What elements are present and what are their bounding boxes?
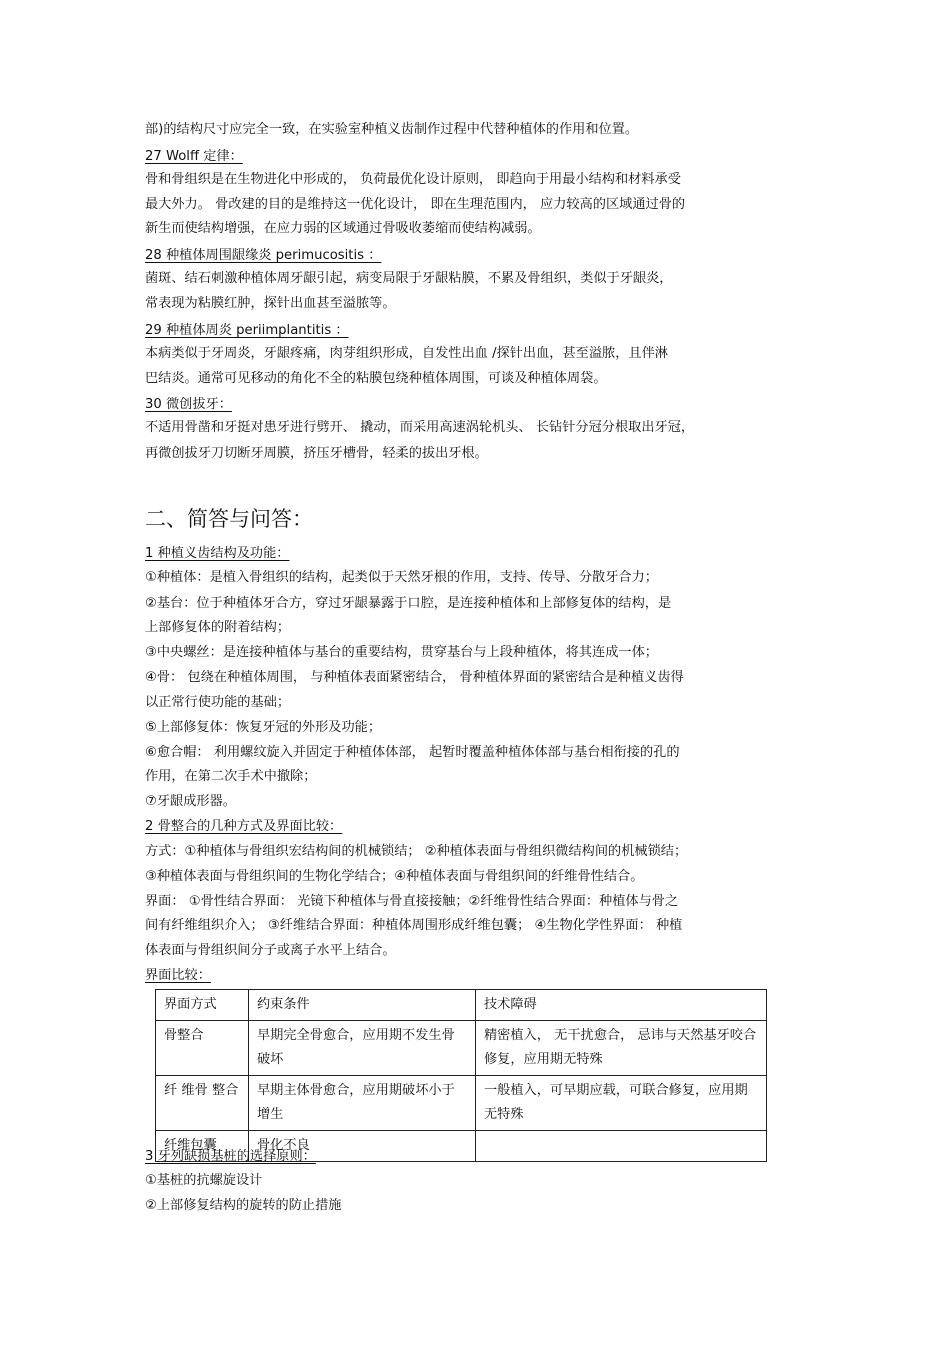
text-line: 以正常行使功能的基础； — [145, 695, 291, 710]
text-line: 巴结炎。通常可见移动的角化不全的粘膜包绕种植体周围，可谈及种植体周袋。 — [145, 371, 607, 386]
table-row — [156, 1076, 767, 1131]
text-line: 作用，在第二次手术中撤除； — [145, 769, 317, 784]
table-cell — [476, 1131, 767, 1162]
text-line: 不适用骨凿和牙挺对患牙进行劈开、 撬动，而采用高速涡轮机头、 长钻针分冠分根取出牙冠， — [145, 420, 695, 435]
table-header-cell: 技术障碍 — [476, 990, 767, 1021]
question-heading: 1 种植义齿结构及功能： — [145, 546, 290, 561]
section-heading: 二、简答与问答： — [145, 507, 313, 531]
text-line: ⑥愈合帽： 利用螺纹旋入并固定于种植体体部， 起暂时覆盖种植体体部与基台相衔接的孔的 — [145, 745, 680, 760]
table-row — [156, 1021, 767, 1076]
text-line: 部)的结构尺寸应完全一致，在实验室种植义齿制作过程中代替种植体的作用和位置。 — [145, 122, 639, 137]
term-heading: 29 种植体周炎 periimplantitis ： — [145, 323, 349, 338]
table-cell: 早期完全骨愈合，应用期不发生骨破坏 — [249, 1021, 476, 1076]
text-line: ②基台：位于种植体牙合方，穿过牙龈暴露于口腔，是连接种植体和上部修复体的结构，是 — [145, 596, 672, 611]
table-cell: 一般植入，可早期应载，可联合修复，应用期无特殊 — [476, 1076, 767, 1131]
term-heading: 30 微创拔牙： — [145, 397, 232, 412]
text-line: 再微创拔牙刀切断牙周膜，挤压牙槽骨，轻柔的拔出牙根。 — [145, 446, 488, 461]
text-line: ①基桩的抗螺旋设计 — [145, 1173, 263, 1188]
text-line: ②上部修复结构的旋转的防止措施 — [145, 1198, 342, 1213]
table-header-cell: 界面方式 — [156, 990, 249, 1021]
table-cell: 纤维包囊 — [156, 1131, 249, 1162]
text-line: 间有纤维组织介入； ③纤维结合界面：种植体周围形成纤维包囊； ④生物化学性界面： 种植 — [145, 918, 683, 933]
text-line: 方式：①种植体与骨组织宏结构间的机械锁结； ②种植体表面与骨组织微结构间的机械锁结； — [145, 844, 688, 859]
text-line: 最大外力。 骨改建的目的是维持这一优化设计， 即在生理范围内， 应力较高的区域通过骨的 — [145, 197, 686, 212]
table-cell: 精密植入， 无干扰愈合， 忌讳与天然基牙咬合修复，应用期无特殊 — [476, 1021, 767, 1076]
table-cell: 骨整合 — [156, 1021, 249, 1076]
interface-comparison-table — [155, 989, 767, 1162]
table-cell: 纤 维骨 整合 — [156, 1076, 249, 1131]
question-heading: 2 骨整合的几种方式及界面比较： — [145, 819, 343, 834]
text-line: ③种植体表面与骨组织间的生物化学结合；④种植体表面与骨组织间的纤维骨性结合。 — [145, 869, 644, 884]
table-cell: 骨化不良 — [249, 1131, 476, 1162]
term-heading: 28 种植体周围龈缘炎 perimucositis ： — [145, 248, 382, 263]
table-header-row — [156, 990, 767, 1021]
text-line: ④骨： 包绕在种植体周围， 与种植体表面紧密结合， 骨种植体界面的紧密结合是种植义齿得 — [145, 670, 684, 685]
question-heading: 3 牙列缺损基桩的选择原则： — [145, 1149, 316, 1164]
table-cell: 早期主体骨愈合，应用期破坏小于增生 — [249, 1076, 476, 1131]
text-line: 常表现为粘膜红肿，探针出血甚至溢脓等。 — [145, 296, 396, 311]
table-caption: 界面比较： — [145, 968, 211, 983]
text-line: ⑤上部修复体：恢复牙冠的外形及功能； — [145, 720, 382, 735]
text-line: 骨和骨组织是在生物进化中形成的， 负荷最优化设计原则， 即趋向于用最小结构和材料承受 — [145, 172, 681, 187]
text-line: 体表面与骨组织间分子或离子水平上结合。 — [145, 943, 396, 958]
term-heading: 27 Wolff 定律： — [145, 149, 243, 164]
text-line: 新生而使结构增强，在应力弱的区域通过骨吸收萎缩而使结构减弱。 — [145, 221, 541, 236]
text-line: 界面： ①骨性结合界面： 光镜下种植体与骨直接接触；②纤维骨性结合界面：种植体与骨之 — [145, 894, 679, 909]
text-line: ①种植体：是植入骨组织的结构，起类似于天然牙根的作用，支持、传导、分散牙合力； — [145, 570, 658, 585]
text-line: ③中央螺丝：是连接种植体与基台的重要结构，贯穿基台与上段种植体，将其连成一体； — [145, 645, 658, 660]
text-line: ⑦牙龈成形器。 — [145, 794, 236, 809]
text-line: 本病类似于牙周炎，牙龈疼痛，肉芽组织形成，自发性出血 /探针出血，甚至溢脓，且伴淋 — [145, 346, 668, 361]
table-header-cell: 约束条件 — [249, 990, 476, 1021]
text-line: 菌斑、结石刺激种植体周牙龈引起，病变局限于牙龈粘膜，不累及骨组织，类似于牙龈炎， — [145, 271, 673, 286]
text-line: 上部修复体的附着结构； — [145, 620, 291, 635]
